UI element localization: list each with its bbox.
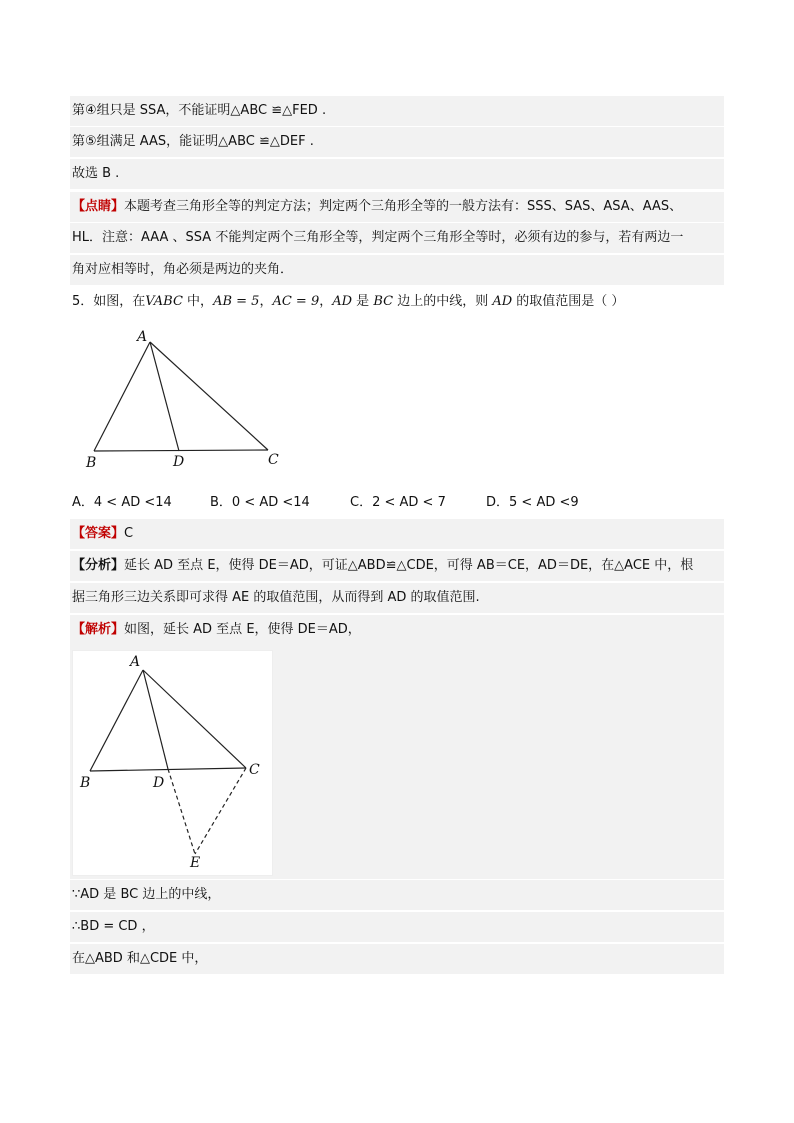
options-row (70, 488, 724, 518)
analysis-line-1 (70, 551, 724, 581)
q-mid3: 边上的中线，则 (393, 294, 493, 309)
q-bc: BC (373, 294, 394, 309)
option-c: C．2 < AD < 7 (350, 495, 446, 510)
question-5 (70, 287, 724, 317)
q-sep1: ， (259, 294, 273, 309)
fig2-side-ac (143, 670, 246, 768)
fig1-label-a: A (137, 329, 148, 345)
fig2-label-b: B (80, 775, 91, 791)
fig1-label-c: C (268, 452, 279, 468)
solution-step-2 (70, 912, 724, 942)
q-ab: AB = 5 (213, 294, 260, 309)
fig2-extension-de (168, 769, 195, 854)
analysis-tag: 【分析】 (72, 558, 125, 573)
q-sep2: ， (319, 294, 333, 309)
solution-line-choice (70, 159, 724, 189)
triangle-figure-1 (80, 322, 300, 472)
solution-step-3 (70, 944, 724, 974)
answer-tag: 【答案】 (72, 526, 125, 541)
fig1-side-bc (94, 450, 268, 451)
option-a: A．4 < AD <14 (72, 495, 172, 510)
q-triangle: VABC (145, 294, 183, 309)
q-mid1: 中， (182, 294, 214, 309)
dianjing-line-2 (70, 223, 724, 253)
solution-line-group4 (70, 96, 724, 126)
step-1-text: ∵AD 是 BC 边上的中线， (72, 887, 221, 902)
fig2-side-ab (90, 670, 143, 771)
solution-text: 如图，延长 AD 至点 E，使得 DE＝AD， (124, 622, 361, 637)
fig1-side-ab (94, 342, 150, 451)
solution-step-1 (70, 880, 724, 910)
dianjing-text-2: HL．注意：AAA 、SSA 不能判定两个三角形全等，判定两个三角形全等时，必须有边的参与，若有两边一 (72, 230, 684, 245)
q-prefix: 5．如图，在 (72, 294, 146, 309)
dianjing-line-3 (70, 255, 724, 285)
fig2-label-e: E (190, 855, 201, 871)
q-ac: AC = 9 (272, 294, 320, 309)
dianjing-line-1 (70, 192, 724, 222)
fig1-median-ad (150, 342, 179, 451)
analysis-text-2: 据三角形三边关系即可求得 AE 的取值范围，从而得到 AD 的取值范围. (72, 590, 480, 605)
dianjing-tag: 【点睛】 (72, 199, 125, 214)
text-choice: 故选 B . (72, 166, 120, 181)
step-3-text: 在△ABD 和△CDE 中， (72, 951, 208, 966)
fig2-segment-ce (195, 768, 246, 854)
answer-line (70, 519, 724, 549)
q-suffix: 的取值范围是（ ） (512, 294, 625, 309)
option-d: D．5 < AD <9 (486, 495, 579, 510)
solution-line-group5 (70, 127, 724, 157)
answer-value: C (124, 526, 134, 541)
analysis-text-1: 延长 AD 至点 E，使得 DE＝AD，可证△ABD≌△CDE，可得 AB＝CE，AD＝DE，在△ACE 中，根 (124, 558, 694, 573)
triangle-figure-2 (72, 650, 271, 874)
step-2-text: ∴BD = CD ， (72, 919, 155, 934)
fig2-label-a: A (130, 654, 141, 670)
option-b: B．0 < AD <14 (210, 495, 310, 510)
q-mid2: 是 (352, 294, 374, 309)
text-group4: 第④组只是 SSA，不能证明△ABC ≌△FED . (72, 103, 327, 118)
dianjing-text-3: 角对应相等时，角必须是两边的夹角． (72, 262, 294, 277)
solution-line (70, 615, 724, 645)
fig2-label-d: D (153, 775, 165, 791)
fig2-median-ad (143, 670, 168, 769)
dianjing-text-1: 本题考查三角形全等的判定方法；判定两个三角形全等的一般方法有：SSS、SAS、ASA、AAS、 (124, 199, 683, 214)
fig1-side-ac (150, 342, 268, 450)
text-group5: 第⑤组满足 AAS，能证明△ABC ≌△DEF . (72, 134, 314, 149)
solution-tag: 【解析】 (72, 622, 125, 637)
q-ad: AD (332, 294, 353, 309)
fig2-label-c: C (249, 762, 260, 778)
fig1-label-b: B (86, 455, 97, 471)
fig1-label-d: D (173, 454, 185, 470)
q-ad2: AD (492, 294, 513, 309)
analysis-line-2 (70, 583, 724, 613)
